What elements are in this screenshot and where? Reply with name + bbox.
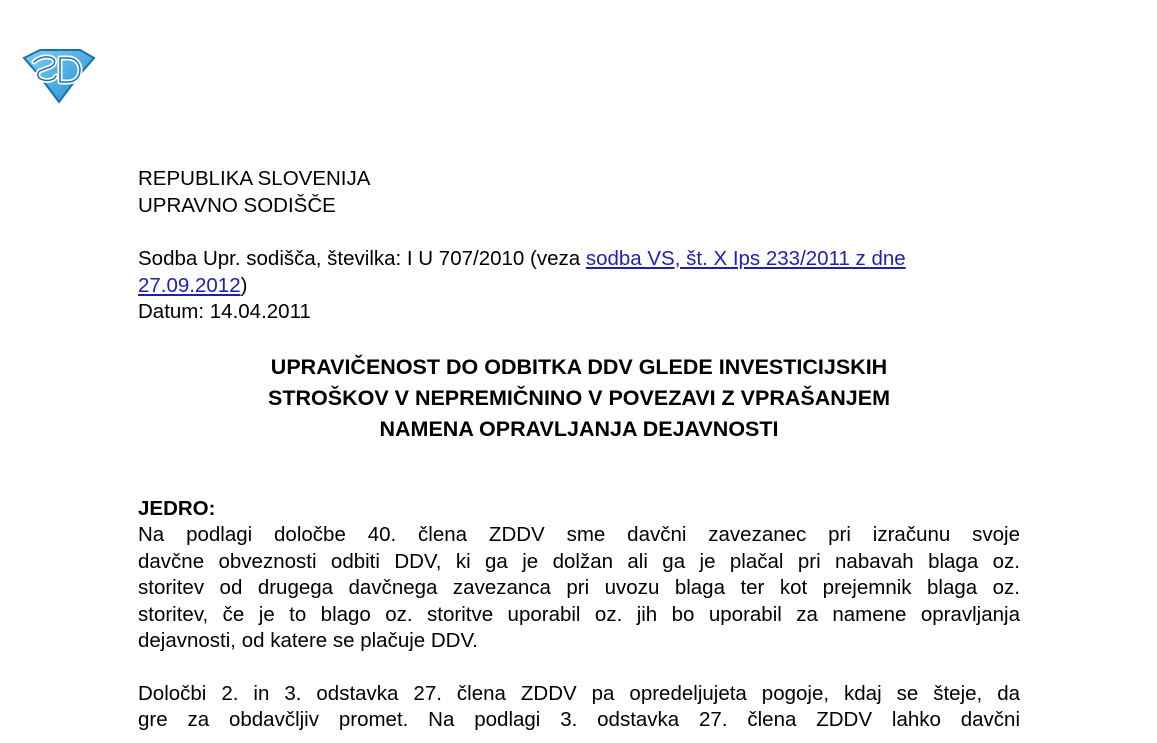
paragraph-line: Določbi 2. in 3. odstavka 27. člena ZDDV pa opredeljujeta pogoje, kdaj se šteje, da	[138, 681, 1020, 705]
title-line: STROŠKOV V NEPREMIČNINO V POVEZAVI Z VPRAŠANJEM	[268, 385, 890, 410]
judgment-reference-cont	[138, 273, 1020, 300]
judgment-date: Datum: 14.04.2011	[138, 300, 311, 323]
paragraph-line: storitev, če je to blago oz. storitve uporabil oz. jih bo uporabil za namene opravljanja	[138, 602, 1020, 626]
court-logo	[22, 48, 96, 104]
title-line: NAMENA OPRAVLJANJA DEJAVNOSTI	[379, 416, 779, 441]
paragraph-line: dejavnosti, od katere se plačuje DDV.	[138, 629, 478, 652]
judgment-reference-close: )	[240, 273, 248, 297]
logo-emblem-icon	[22, 48, 96, 104]
court-name: UPRAVNO SODIŠČE	[138, 193, 336, 217]
document-body	[138, 166, 1020, 734]
judgment-reference	[138, 246, 1020, 273]
paragraph-line: Na podlagi določbe 40. člena ZDDV sme davčni zavezanec pri izračunu svoje	[138, 523, 1020, 546]
country-name: REPUBLIKA SLOVENIJA	[138, 167, 371, 190]
related-judgment-link[interactable]: sodba VS, št. X Ips 233/2011 z dne	[585, 247, 906, 270]
related-judgment-link-date[interactable]: 27.09.2012	[138, 273, 241, 297]
paragraph-line: storitev od drugega davčnega zavezanca pri uvozu blaga ter kot prejemnik blaga oz.	[138, 576, 1020, 599]
paragraph-1	[138, 522, 1020, 655]
title-line: UPRAVIČENOST DO ODBITKA DDV GLEDE INVESTICIJSKIH	[270, 354, 888, 379]
judgment-number: Sodba Upr. sodišča, številka: I U 707/2010 (veza	[138, 247, 586, 270]
document-title	[138, 352, 1020, 445]
section-heading-jedro: JEDRO:	[138, 496, 216, 520]
paragraph-line: gre za obdavčljiv promet. Na podlagi 3. odstavka 27. člena ZDDV lahko davčni	[138, 708, 1020, 731]
paragraph-2	[138, 681, 1020, 734]
paragraph-line: davčne obveznosti odbiti DDV, ki ga je dolžan ali ga je plačal pri nabavah blaga oz.	[138, 549, 1020, 573]
